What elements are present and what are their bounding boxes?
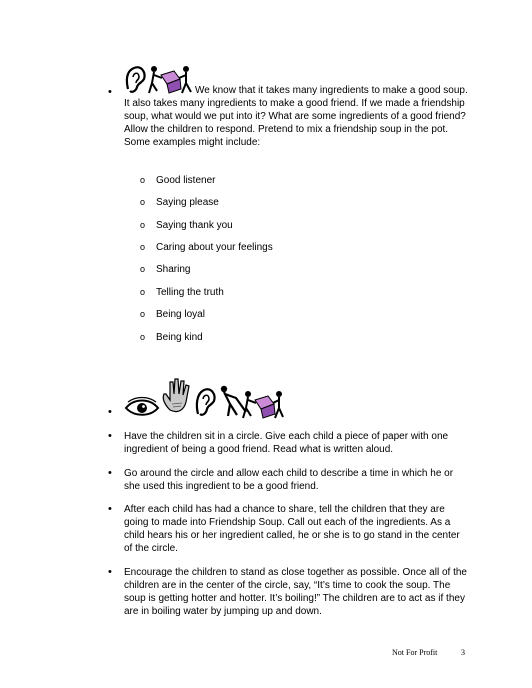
bullet-paragraph: After each child has had a chance to share, tell the children that they are going to made into Friendship Soup. Call out each of the ingredients. As a child hears his or her ingredient called, he or she is to go stand in the center of the circle. (124, 504, 460, 554)
bullet-paragraph: Have the children sit in a circle. Give each child a piece of paper with one ingredient of being a good friend. Read what is written aloud. (124, 431, 449, 455)
bullet-paragraph: Encourage the children to stand as close together as possible. Once all of the children are in the center of the circle, say, “It’s time to cook the soup. The soup is getting hotter and hotter. It’s boiling!” The children are to act as if they are in boiling water by jumping up and down. (124, 567, 467, 617)
list-item: o Being kind (140, 332, 203, 343)
section2-icons (124, 376, 284, 420)
stretching-figure-icon (221, 386, 246, 416)
ear-icon (197, 389, 215, 414)
list-item: o Telling the truth (140, 287, 224, 298)
bullet-paragraph: Go around the circle and allow each child to describe a time in which he or she used this ingredient to be a good friend. (124, 468, 454, 492)
bullet-marker: • (108, 566, 112, 578)
eye-icon (126, 398, 158, 415)
list-item: o Good listener (140, 175, 216, 186)
people-lifting-box-icon (243, 391, 283, 418)
bullet-marker: • (108, 467, 112, 479)
list-item: o Being loyal (140, 309, 205, 320)
list-item: o Sharing (140, 264, 191, 275)
bullet-marker: • (108, 406, 112, 418)
bullet-marker: • (108, 430, 112, 442)
hand-icon (163, 379, 189, 412)
list-item: o Saying thank you (140, 220, 233, 231)
bullet-marker: • (108, 503, 112, 515)
page-number: 3 (461, 648, 465, 657)
list-item: o Caring about your feelings (140, 242, 273, 253)
list-item: o Saying please (140, 197, 219, 208)
intro-paragraph: We know that it takes many ingredients to make a good soup. It also takes many ingredients to make a good friend. If we made a friendship soup, what would we put into it? What are some ingredients of a good friend? Allow the children to respond. Pretend to mix a friendship soup in the pot. Some examples might include: (124, 85, 468, 148)
footer-text: Not For Profit (392, 648, 438, 657)
bullet-marker: • (108, 86, 112, 98)
